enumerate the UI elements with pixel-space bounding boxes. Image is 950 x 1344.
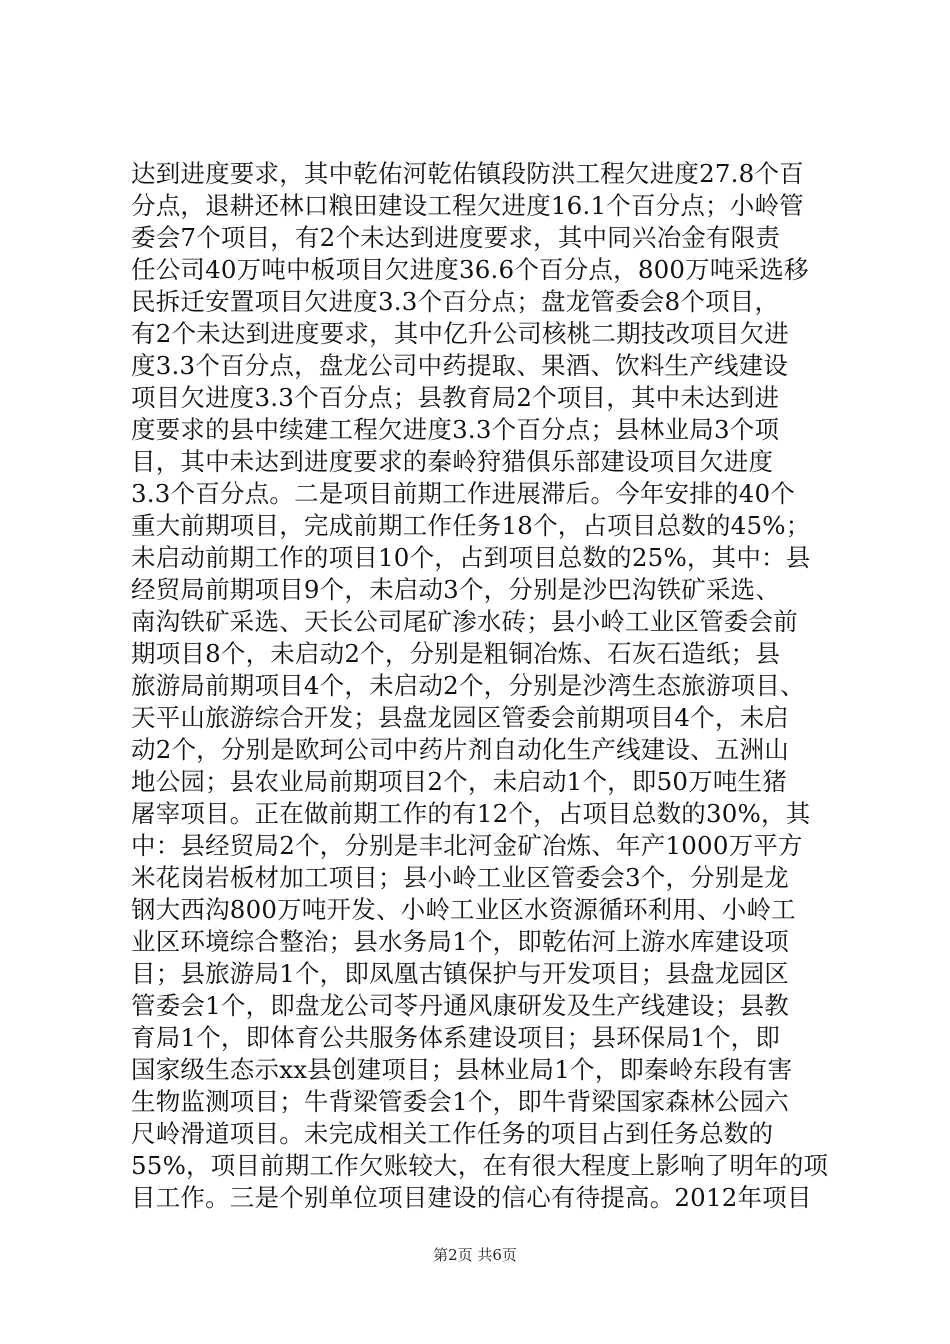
- text-line: 达到进度要求，其中乾佑河乾佑镇段防洪工程欠进度27.8个百: [131, 159, 804, 188]
- text-line: 天平山旅游综合开发；县盘龙园区管委会前期项目4个，未启: [131, 703, 789, 732]
- text-line: 业区环境综合整治；县水务局1个，即乾佑河上游水库建设项: [131, 927, 789, 956]
- text-line: 3.3个百分点。二是项目前期工作进展滞后。今年安排的40个: [131, 479, 795, 508]
- text-line: 度要求的县中续建工程欠进度3.3个百分点；县林业局3个项: [131, 415, 780, 444]
- text-line: 中：县经贸局2个，分别是丰北河金矿冶炼、年产1000万平方: [131, 831, 803, 860]
- text-line: 度3.3个百分点，盘龙公司中药提取、果酒、饮料生产线建设: [131, 351, 789, 380]
- page-footer: [0, 1245, 950, 1265]
- text-line: 项目欠进度3.3个百分点；县教育局2个项目，其中未达到进: [131, 383, 780, 412]
- text-line: 重大前期项目，完成前期工作任务18个，占项目总数的45%；: [131, 511, 811, 540]
- text-line: 目；县旅游局1个，即凤凰古镇保护与开发项目；县盘龙园区: [131, 959, 789, 988]
- document-body: [131, 158, 831, 1214]
- text-line: 生物监测项目；牛背梁管委会1个，即牛背梁国家森林公园六: [131, 1087, 789, 1116]
- text-line: 分点，退耕还林口粮田建设工程欠进度16.1个百分点；小岭管: [131, 191, 804, 220]
- text-line: 55%，项目前期工作欠账较大，在有很大程度上影响了明年的项: [131, 1151, 829, 1180]
- text-line: 米花岗岩板材加工项目；县小岭工业区管委会3个，分别是龙: [131, 863, 789, 892]
- text-line: 育局1个，即体育公共服务体系建设项目；县环保局1个，即: [131, 1023, 781, 1052]
- text-line: 期项目8个，未启动2个，分别是粗铜冶炼、石灰石造纸；县: [131, 639, 781, 668]
- text-line: 屠宰项目。正在做前期工作的有12个，占项目总数的30%，其: [131, 799, 811, 828]
- text-line: 地公园；县农业局前期项目2个，未启动1个，即50万吨生猪: [131, 767, 787, 796]
- text-line: 国家级生态示xx县创建项目；县林业局1个，即秦岭东段有害: [131, 1055, 793, 1084]
- text-line: 委会7个项目，有2个未达到进度要求，其中同兴冶金有限责: [131, 223, 781, 252]
- text-line: 管委会1个，即盘龙公司苓丹通风康研发及生产线建设；县教: [131, 991, 789, 1020]
- text-line: 动2个，分别是欧珂公司中药片剂自动化生产线建设、五洲山: [131, 735, 789, 764]
- text-line: 钢大西沟800万吨开发、小岭工业区水资源循环利用、小岭工: [131, 895, 796, 924]
- text-line: 经贸局前期项目9个，未启动3个，分别是沙巴沟铁矿采选、: [131, 575, 781, 604]
- text-line: 任公司40万吨中板项目欠进度36.6个百分点，800万吨采选移: [131, 255, 809, 284]
- text-line: 未启动前期工作的项目10个，占到项目总数的25%，其中：县: [131, 543, 811, 572]
- text-line: 有2个未达到进度要求，其中亿升公司核桃二期技改项目欠进: [131, 319, 789, 348]
- text-line: 目工作。三是个别单位项目建设的信心有待提高。2012年项目: [131, 1183, 812, 1212]
- text-line: 南沟铁矿采选、天长公司尾矿渗水砖；县小岭工业区管委会前: [131, 607, 798, 636]
- text-line: 目，其中未达到进度要求的秦岭狩猎俱乐部建设项目欠进度: [131, 447, 774, 476]
- text-line: 民拆迁安置项目欠进度3.3个百分点；盘龙管委会8个项目，: [131, 287, 780, 316]
- page-number: 第2页 共6页: [433, 1246, 517, 1264]
- text-line: 旅游局前期项目4个，未启动2个，分别是沙湾生态旅游项目、: [131, 671, 805, 700]
- text-line: 尺岭滑道项目。未完成相关工作任务的项目占到任务总数的: [131, 1119, 774, 1148]
